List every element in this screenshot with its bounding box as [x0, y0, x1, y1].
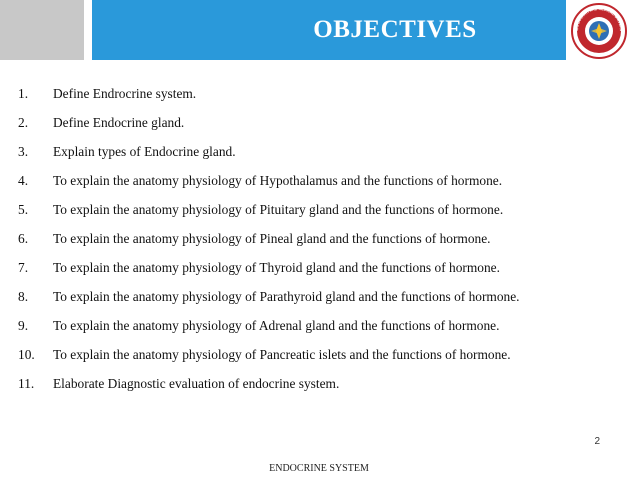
list-item-number: 1. — [18, 86, 29, 101]
page-number: 2 — [594, 436, 600, 447]
list-item-number: 10. — [18, 347, 35, 362]
list-item — [18, 376, 520, 405]
list-item-number: 6. — [18, 231, 29, 246]
title-bar — [92, 0, 566, 60]
list-item-text: Elaborate Diagnostic evaluation of endocrine system. — [53, 376, 340, 391]
list-item-number: 4. — [18, 173, 29, 188]
list-item-text: To explain the anatomy physiology of Pituitary gland and the functions of hormone. — [53, 202, 504, 217]
list-item-text: Define Endrocrine system. — [53, 86, 197, 101]
list-item — [18, 115, 520, 144]
list-item-text: To explain the anatomy physiology of Pancreatic islets and the functions of hormone. — [53, 347, 511, 362]
list-item — [18, 347, 520, 376]
list-item-number: 8. — [18, 289, 29, 304]
list-item-text: To explain the anatomy physiology of Thyroid gland and the functions of hormone. — [53, 260, 500, 275]
list-item-text: Explain types of Endocrine gland. — [53, 144, 236, 159]
list-item — [18, 260, 520, 289]
list-item-text: Define Endocrine gland. — [53, 115, 185, 130]
list-item-text: To explain the anatomy physiology of Adrenal gland and the functions of hormone. — [53, 318, 500, 333]
list-item — [18, 86, 520, 115]
list-item-text: To explain the anatomy physiology of Parathyroid gland and the functions of hormone. — [53, 289, 520, 304]
list-item — [18, 173, 520, 202]
list-item-number: 11. — [18, 376, 35, 391]
corner-decoration — [0, 0, 84, 60]
list-item — [18, 318, 520, 347]
objectives-list — [18, 86, 520, 405]
list-item-number: 3. — [18, 144, 29, 159]
slide-title: OBJECTIVES — [313, 16, 477, 43]
list-item-number: 2. — [18, 115, 29, 130]
list-item-number: 5. — [18, 202, 29, 217]
list-item-number: 9. — [18, 318, 29, 333]
list-item-number: 7. — [18, 260, 29, 275]
list-item — [18, 231, 520, 260]
svg-text:SRI GUJRATI AND MEDICAL UNIVER: SRI GUJRATI AND MEDICAL UNIVERS — [574, 6, 624, 32]
list-item-text: To explain the anatomy physiology of Pineal gland and the functions of hormone. — [53, 231, 491, 246]
list-item — [18, 144, 520, 173]
list-item-text: To explain the anatomy physiology of Hypothalamus and the functions of hormone. — [53, 173, 503, 188]
university-seal-icon — [570, 2, 628, 60]
list-item — [18, 202, 520, 231]
list-item — [18, 289, 520, 318]
slide-footer: ENDOCRINE SYSTEM — [269, 463, 369, 474]
